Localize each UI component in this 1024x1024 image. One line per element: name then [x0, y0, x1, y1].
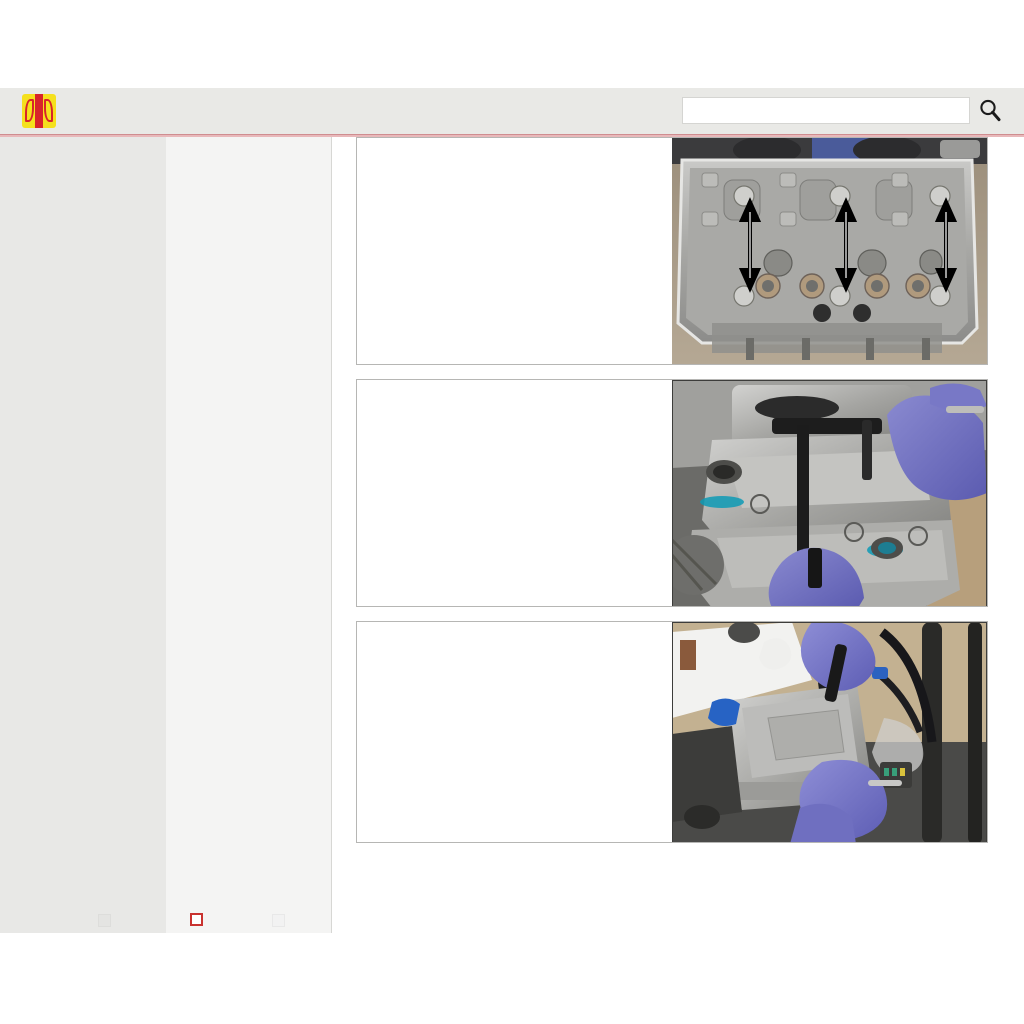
- figure-10-9b: [356, 621, 988, 843]
- search-icon[interactable]: [978, 98, 1002, 123]
- section-menu: [166, 137, 332, 933]
- haynes-logo[interactable]: [22, 94, 64, 128]
- cylinder-head-out-the-top-photo: [672, 622, 987, 842]
- haynes-logo-mark-icon: [22, 94, 56, 128]
- chapter-menu: [0, 137, 166, 933]
- manual-content: [356, 137, 988, 937]
- figure-10-8b: [356, 137, 988, 365]
- cylinder-head-bolts-photo: [672, 138, 987, 364]
- lifting-cylinder-head-photo: [672, 380, 987, 606]
- site-header: [0, 88, 1024, 134]
- search-input[interactable]: [682, 97, 970, 124]
- search-area: [682, 97, 1002, 124]
- figure-10-9a: [356, 379, 988, 607]
